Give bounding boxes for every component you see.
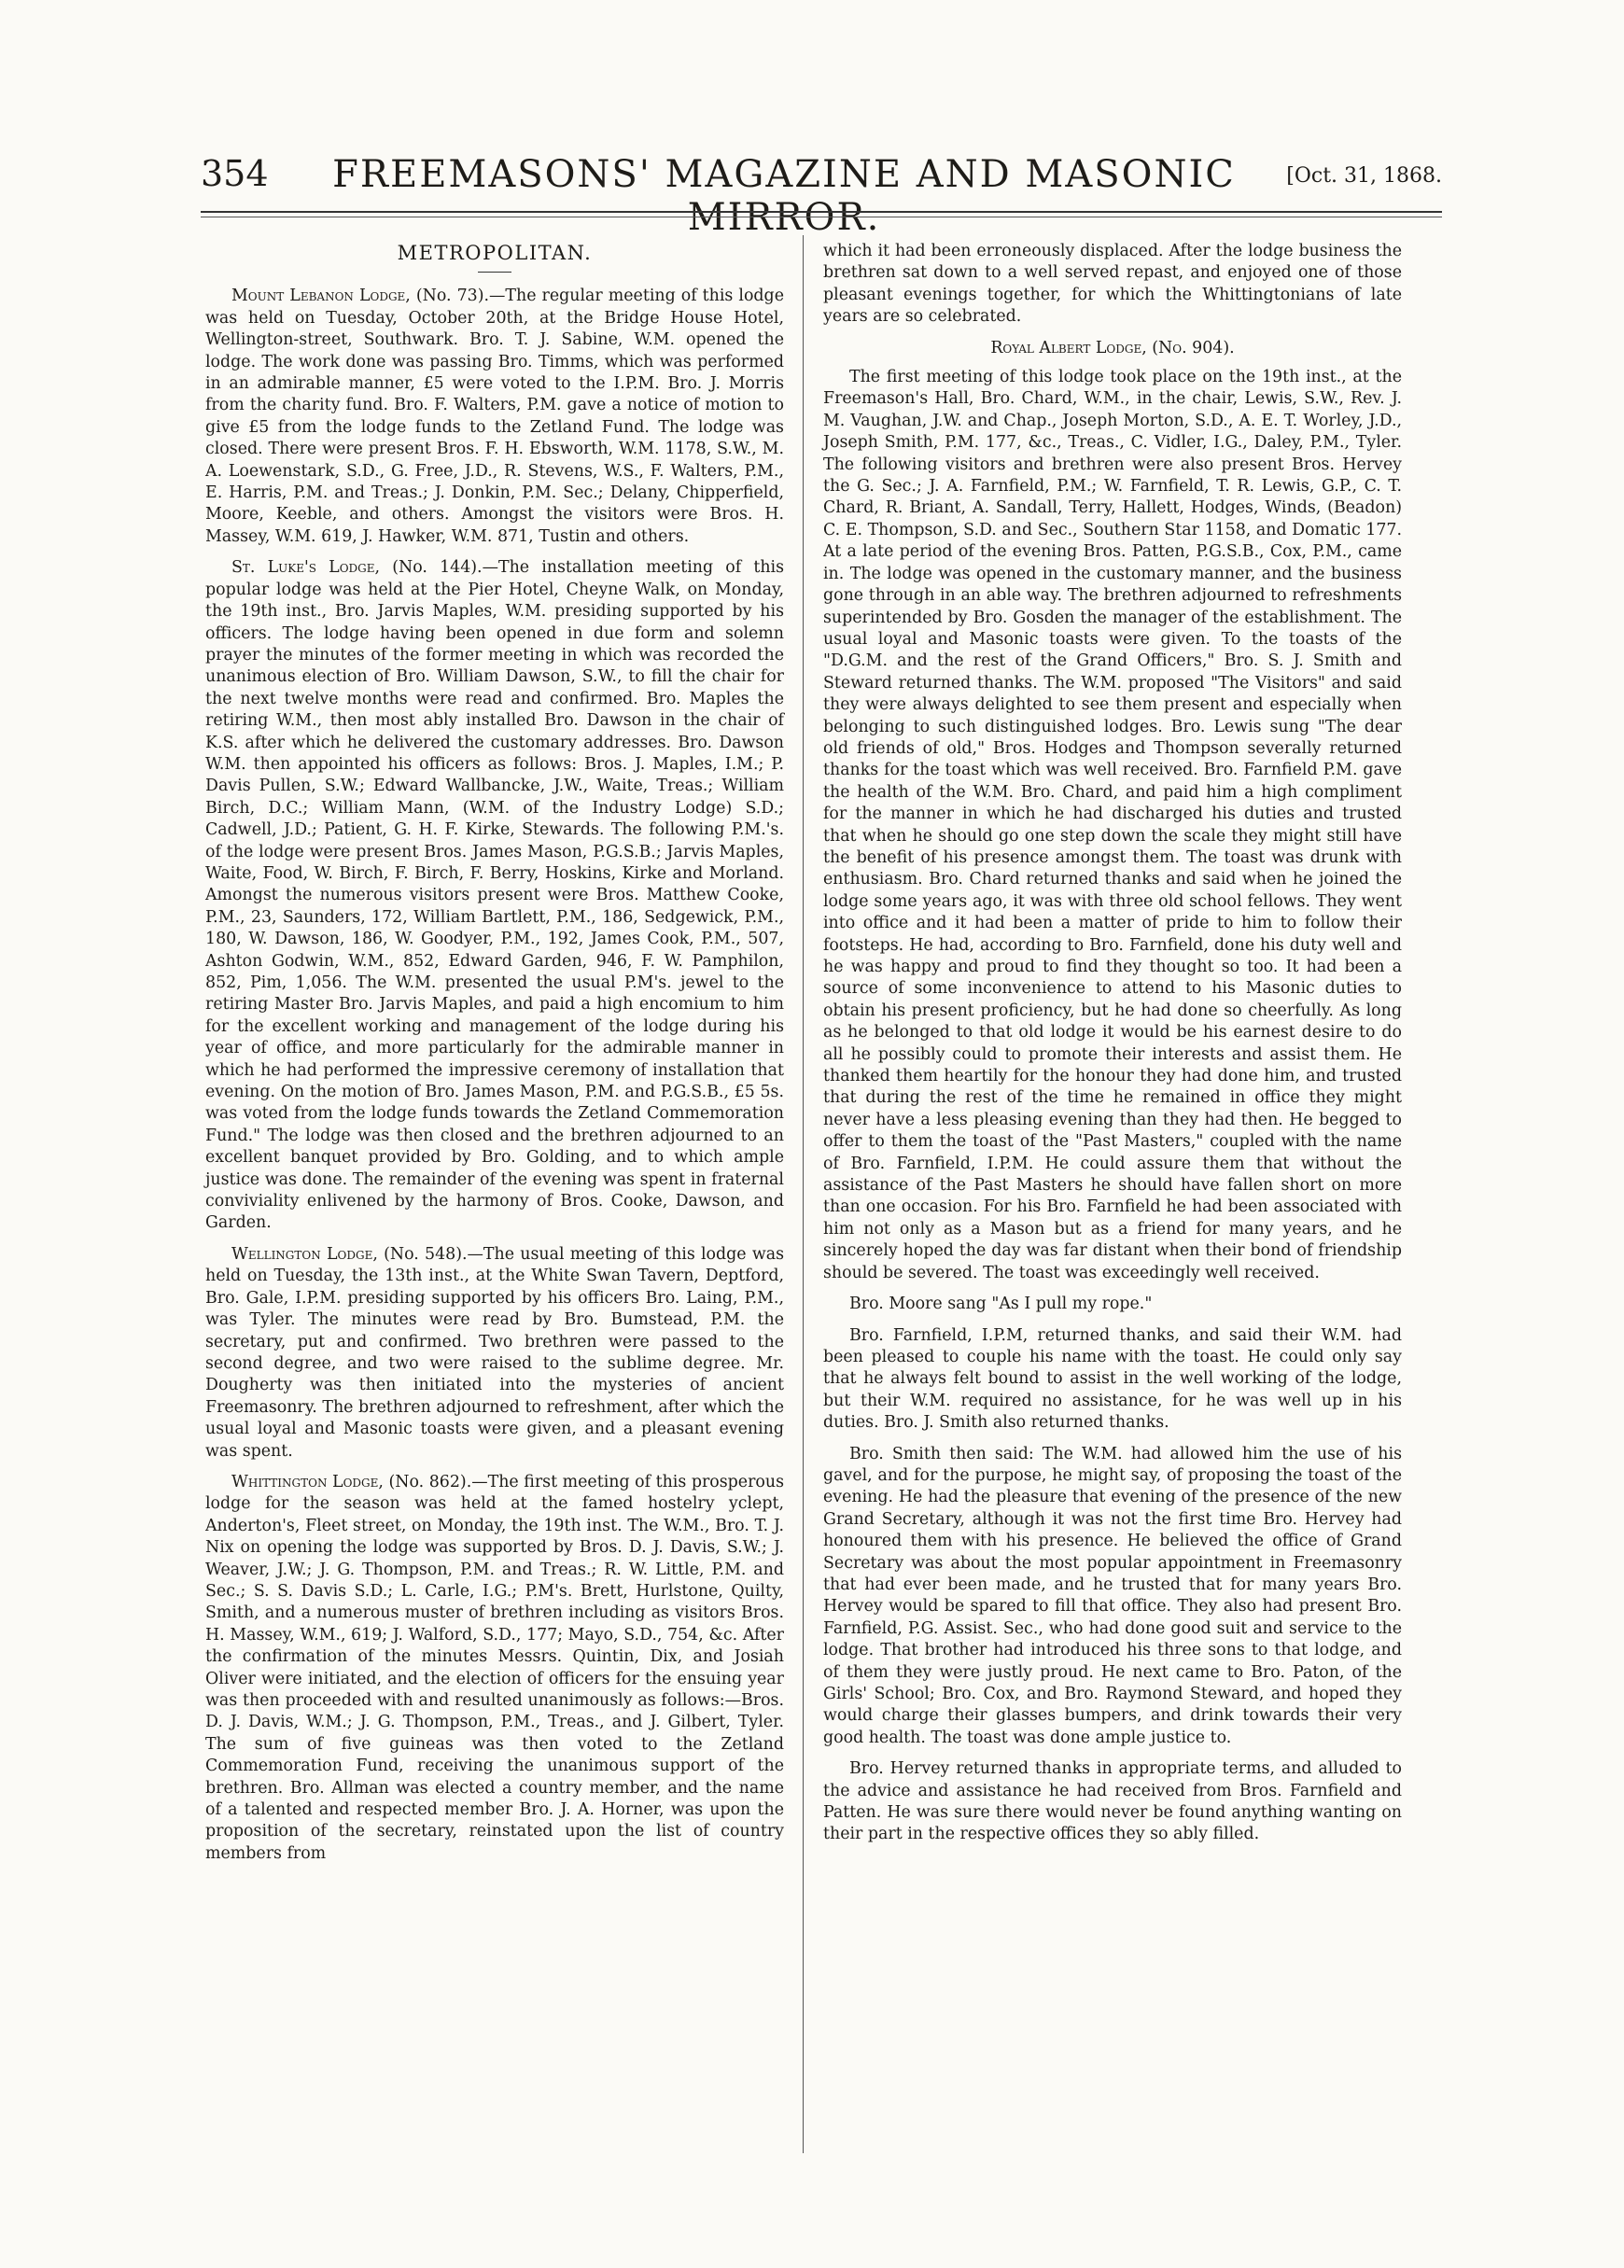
page-header <box>201 144 1442 239</box>
section-title: METROPOLITAN. <box>397 242 593 264</box>
left-column <box>205 241 784 1874</box>
royal-albert-paragraph-5: Bro. Hervey returned thanks in appropriate terms, and alluded to the advice and assistance he had received from Bros. Farnfield and Patten. He was sure there would never be found anything wanting on their part in the respective offices they so ably filled. <box>823 1759 1402 1844</box>
royal-albert-paragraph-4: Bro. Smith then said: The W.M. had allowed him the use of his gavel, and for the purpose, he might say, of proposing the toast of the evening. He had the pleasure that evening of the presence of the new Grand Secretary, although it was not the first time Bro. Hervey had honoured them with his presence. He believed the office of Grand Secretary was about the most popular appointment in Freemasonry that had ever been made, and he trusted that for many years Bro. Hervey would be spared to fill that office. They also had present Bro. Farnfield, P.G. Assist. Sec., who had done good suit and service to the lodge. That brother had introduced his three sons to that lodge, and of them they were justly proud. He next came to Bro. Paton, of the Girls' School; Bro. Cox, and Bro. Raymond Steward, and hoped they would charge their glasses bumpers, and drink towards their very good health. The toast was done ample justice to. <box>823 1444 1402 1747</box>
article-mount-lebanon <box>205 286 784 548</box>
article-text: (No. 548).—The usual meeting of this lodge was held on Tuesday, the 13th inst., at the White Swan Tavern, Deptford, Bro. Gale, I.P.M. presiding supported by his officers Bro. Laing, P.M., was Tyler. The minutes were read by Bro. Bumstead, P.M. the secretary, put and confirmed. Two brethren were passed to the second degree, and two were raised to the sublime degree. Mr. Dougherty was then initiated into the mysteries of ancient Freemasonry. The brethren adjourned to refreshment, after which the usual loyal and Masonic toasts were given, and a pleasant evening was spent. <box>205 1244 784 1461</box>
royal-albert-heading: Royal Albert Lodge, (No. 904). <box>990 338 1235 357</box>
royal-albert-paragraph-3: Bro. Farnfield, I.P.M, returned thanks, and said their W.M. had been pleased to couple his name with the toast. He could only say that he always felt bound to assist in the well working of the lodge, but their W.M. required no assistance, for he was well up in his duties. Bro. J. Smith also returned thanks. <box>823 1325 1402 1433</box>
lodge-name: St. Luke's Lodge, <box>231 558 381 578</box>
header-rule <box>201 211 1442 213</box>
royal-albert-paragraph-1: The first meeting of this lodge took place on the 19th inst., at the Freemason's Hall, Bro. Chard, W.M., in the chair, Lewis, S.W., Rev. J. M. Vaughan, J.W. and Chap., Joseph Morton, S.D., A. E. T. Worley, J.D., Joseph Smith, P.M. 177, &c., Treas., C. Vidler, I.G., Daley, P.M., Tyler. The following visitors and brethren were also present Bros. Hervey the G. Sec.; J. A. Farnfield, P.M.; W. Farnfield, T. R. Lewis, G.P., C. T. Chard, R. Briant, A. Sandall, Terry, Hallett, Hodges, Winds, (Beadon) C. E. Thompson, S.D. and Sec., Southern Star 1158, and Domatic 177. At a late period of the evening Bros. Patten, P.G.S.B., Cox, P.M., came in. The lodge was opened in the customary manner, and the business gone through in an able way. The brethren adjourned to refreshments superintended by Bro. Gosden the manager of the establishment. The usual loyal and Masonic toasts were given. To the toasts of the "D.G.M. and the rest of the Grand Officers," Bro. S. J. Smith and Steward returned thanks. The W.M. proposed "The Visitors" and said they were always delighted to see them present and especially when belonging to such distinguished lodges. Bro. Lewis sung "The dear old friends of old," Bros. Hodges and Thompson severally returned thanks for the toast which was well received. Bro. Farnfield P.M. gave the health of the W.M. Bro. Chard, and paid him a high compliment for the manner in which he had discharged his duties and trusted that when he should go one step down the scale they might still have the benefit of his presence amongst them. The toast was drunk with enthusiasm. Bro. Chard returned thanks and said when he joined the lodge some years ago, it was with three old school fellows. They went into office and it had been a matter of pride to him to follow their footsteps. He had, according to Bro. Farnfield, done his duty well and he was happy and proud to find they thought so too. It had been a source of some inconvenience to attend to his Masonic duties to obtain his present proficiency, but he had done so cheerfully. As long as he belonged to that old lodge it would be his earnest desire to do all he possibly could to promote their interests and assist them. He thanked them heartily for the honour they had done him, and trusted that during the rest of the time he remained in office they might never have a less pleasing evening than they had then. He begged to offer to them the toast of the "Past Masters," coupled with the name of Bro. Farnfield, I.P.M. He could assure them that without the assistance of the Past Masters he should have fallen short on more than one occasion. For his Bro. Farnfield he had been associated with him not only as a Mason but as a friend for many years, and he sincerely hoped the day was far distant when their bond of friendship should be severed. The toast was exceedingly well received. <box>823 368 1402 1282</box>
lodge-name: Wellington Lodge, <box>231 1244 378 1264</box>
article-text: (No. 862).—The first meeting of this prosperous lodge for the season was held at the famed hostelry yclept, Anderton's, Fleet street, on Monday, the 19th inst. The W.M., Bro. T. J. Nix on opening the lodge was supported by Bros. D. J. Davis, S.W.; J. Weaver, J.W.; J. G. Thompson, P.M. and Treas.; R. W. Little, P.M. and Sec.; S. S. Davis S.D.; L. Carle, I.G.; P.M's. Brett, Hurlstone, Quilty, Smith, and a numerous muster of brethren including as visitors Bros. H. Massey, W.M., 619; J. Walford, S.D., 177; Mayo, S.D., 754, &c. After the confirmation of the minutes Messrs. Quintin, Dix, and Josiah Oliver were initiated, and the election of officers for the ensuing year was then proceeded with and resulted unanimously as follows:—Bros. D. J. Davis, W.M.; J. G. Thompson, P.M., Treas., and J. Gilbert, Tyler. The sum of five guineas was then voted to the Zetland Commemoration Fund, receiving the unanimous support of the brethren. Bro. Allman was elected a country member, and the name of a talented and respected member Bro. J. A. Horner, was upon the proposition of the secretary, reinstated upon the list of country members from <box>205 1472 785 1863</box>
article-text: (No. 73).—The regular meeting of this lodge was held on Tuesday, October 20th, at the Bridge House Hotel, Wellington-street, Southwark. Bro. T. J. Sabine, W.M. opened the lodge. The work done was passing Bro. Timms, which was performed in an admirable manner, £5 were voted to the I.P.M. Bro. J. Morris from the charity fund. Bro. F. Walters, P.M. gave a notice of motion to give £5 from the lodge funds to the Zetland Fund. The lodge was closed. There were present Bros. F. H. Ebsworth, W.M. 1178, S.W., M. A. Loewenstark, S.D., G. Free, J.D., R. Stevens, W.S., F. Walters, P.M., E. Harris, P.M. and Treas.; J. Donkin, P.M. Sec.; Delany, Chipperfield, Moore, Keeble, and others. Amongst the visitors were Bros. H. Massey, W.M. 619, J. Hawker, W.M. 871, Tustin and others. <box>205 287 784 546</box>
issue-date: [Oct. 31, 1868. <box>1286 164 1442 188</box>
royal-albert-paragraph-2: Bro. Moore sang "As I pull my rope." <box>849 1295 1153 1314</box>
article-wellington <box>205 1244 784 1463</box>
article-text: (No. 144).—The installation meeting of this popular lodge was held at the Pier Hotel, Cheyne Walk, on Monday, the 19th inst., Bro. Jarvis Maples, W.M. presiding supported by his officers. The lodge having been opened in due form and solemn prayer the minutes of the former meeting in which was recorded the unanimous election of Bro. William Dawson, S.W., to fill the chair for the next twelve months were read and confirmed. Bro. Maples the retiring W.M., then most ably installed Bro. Dawson in the chair of K.S. after which he delivered the customary addresses. Bro. Dawson W.M. then appointed his officers as follows: Bros. J. Maples, I.M.; P. Davis Pullen, S.W.; Edward Wallbancke, J.W., Waite, Treas.; William Birch, D.C.; William Mann, (W.M. of the Industry Lodge) S.D.; Cadwell, J.D.; Patient, G. H. F. Kirke, Stewards. The following P.M.'s. of the lodge were present Bros. James Mason, P.G.S.B.; Jarvis Maples, Waite, Food, W. Birch, F. Birch, F. Berry, Hoskins, Kirke and Morland. Amongst the numerous visitors present were Bros. Matthew Cooke, P.M., 23, Saunders, 172, William Bartlett, P.M., 186, Sedgewick, P.M., 180, W. Dawson, 186, W. Goodyer, P.M., 192, James Cook, P.M., 507, Ashton Godwin, W.M., 852, Edward Garden, 946, F. W. Pamphilon, 852, Pim, 1,056. The W.M. presented the usual P.M's. jewel to the retiring Master Bro. Jarvis Maples, and paid a high encomium to him for the excellent working and management of the lodge during his year of office, and more particularly for the admirable manner in which he had performed the impressive ceremony of installation that evening. On the motion of Bro. James Mason, P.M. and P.G.S.B., £5 5s. was voted from the lodge funds towards the Zetland Commemoration Fund." The lodge was then closed and the brethren adjourned to an excellent banquet provided by Bro. Golding, and to which ample justice was done. The remainder of the evening was spent in fraternal conviviality enlivened by the harmony of Bros. Cooke, Dawson, and Garden. <box>205 558 785 1233</box>
masthead-title: FREEMASONS' MAGAZINE AND MASONIC MIRROR. <box>332 153 1236 239</box>
lodge-name: Mount Lebanon Lodge, <box>231 287 411 306</box>
section-rule <box>478 272 511 273</box>
column-divider <box>803 235 804 2153</box>
article-continuation: which it had been erroneously displaced. After the lodge business the brethren sat down to a well served repast, and enjoyed one of those pleasant evenings together, for which the Whittingtonians of late years are so celebrated. <box>823 242 1402 327</box>
page-number: 354 <box>201 153 269 194</box>
lodge-name: Whittington Lodge, <box>231 1472 384 1491</box>
article-whittington <box>205 1472 784 1865</box>
right-column <box>823 241 1402 1855</box>
article-st-lukes <box>205 557 784 1235</box>
